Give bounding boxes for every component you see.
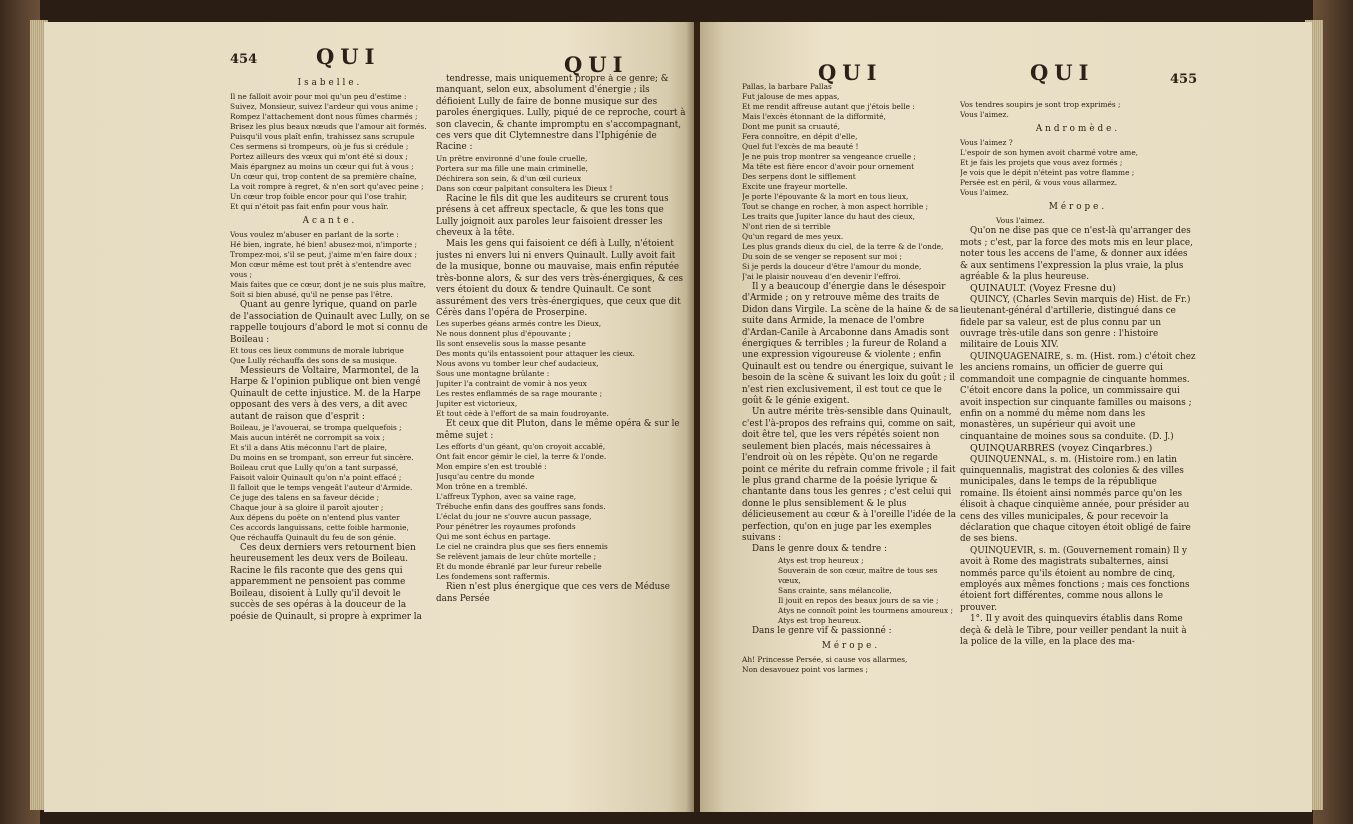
verse-line: Vous l'aimez ? xyxy=(960,138,1013,148)
verse-line: Sous une montagne brûlante : xyxy=(436,369,550,379)
verse-line: Mon empire s'en est troublé : xyxy=(436,462,547,472)
verse-line: Qui me sont échus en partage. xyxy=(436,532,551,542)
verse-line: Et du monde ébranlé par leur fureur rebelle xyxy=(436,562,602,572)
verse-line: Trompez-moi, s'il se peut, j'aime m'en faire doux ; xyxy=(230,250,417,260)
speaker-name: Acante. xyxy=(302,216,358,227)
verse-line: Non desavouez point vos larmes ; xyxy=(742,665,869,675)
verse-line: Hé bien, ingrate, hé bien! abusez-moi, n'importe ; xyxy=(230,240,417,250)
verse-block xyxy=(960,138,1196,198)
running-header-continued: QUI xyxy=(1030,60,1095,85)
verse-line: Vous l'aimez. xyxy=(960,110,1009,119)
verse-block xyxy=(436,154,688,194)
verse-line: Et tout cède à l'effort de sa main foudroyante. xyxy=(436,409,609,419)
verse-block xyxy=(230,423,430,543)
verse-line: Aux dépens du poëte on n'entend plus vanter xyxy=(230,513,400,523)
verse-line: Atys est trop heureux. xyxy=(778,615,862,625)
verse-line: Le ciel ne craindra plus que ses fiers ennemis xyxy=(436,542,608,552)
paragraph: Quant au genre lyrique, quand on parle de l'association de Quinault avec Lully, on se rappelle toujours d'abord le mot si connu de Boileau : xyxy=(230,300,430,345)
verse-block xyxy=(960,216,1196,226)
verse-line: Portez ailleurs des vœux qui m'ont été si doux ; xyxy=(230,152,408,162)
verse-line: Vos tendres soupirs je sont trop exprimés ; xyxy=(960,100,1121,109)
verse-line: Ah! Princesse Persée, si cause vos allarmes, xyxy=(742,655,908,665)
verse-line: Les efforts d'un géant, qu'on croyoit accablé, xyxy=(436,442,606,452)
verse-line: Des serpens dont le sifflement xyxy=(742,172,856,181)
verse-line: Jupiter l'a contraint de vomir à nos yeux xyxy=(436,379,587,389)
verse-line: Mais aucun intérêt ne corrompit sa voix ; xyxy=(230,433,385,443)
verse-line: Ces sermens si trompeurs, où je fus si crédule ; xyxy=(230,142,409,152)
verse-block xyxy=(436,319,688,419)
verse-line: Qu'un regard de mes yeux. xyxy=(742,232,844,241)
dictionary-entry: QUINAULT. (Voyez Fresne du) xyxy=(970,283,1116,295)
verse-line: Portera sur ma fille une main criminelle, xyxy=(436,163,588,173)
speaker-name: Andromède. xyxy=(1035,124,1121,134)
left-page-column-2 xyxy=(436,74,688,794)
verse-line: Les plus grands dieux du ciel, de la terre & de l'onde, xyxy=(742,242,944,251)
verse-line: Les fondemens sont raffermis. xyxy=(436,572,550,582)
paragraph: Ces deux derniers vers retournent bien heureusement les deux vers de Boileau. Racine le fils raconte que des gens qui apparemment ne pensoient pas comme Boileau, disoient à Lully qu'il devoit le succès de ses opéras à la douceur de la poésie de Quinault, si propre à exprimer la xyxy=(230,543,422,622)
verse-line: Jusqu'au centre du monde xyxy=(436,472,535,482)
verse-line: Chaque jour à sa gloire il paroît ajouter ; xyxy=(230,503,384,513)
verse-line: Il jouit en repos des beaux jours de sa vie ; xyxy=(778,595,939,605)
verse-line: Ont fait encor gémir le ciel, la terre & l'onde. xyxy=(436,452,607,462)
verse-line: Il ne falloit avoir pour moi qu'un peu d'estime : xyxy=(230,92,407,102)
verse-line: Trébuche enfin dans des gouffres sans fonds. xyxy=(436,502,606,512)
verse-line: La voit rompre à regret, & n'en sort qu'avec peine ; xyxy=(230,182,424,192)
verse-line: Des monts qu'ils entassoient pour attaquer les cieux. xyxy=(436,349,635,359)
page-number: 454 xyxy=(230,52,258,67)
verse-line: Rompez l'attachement dont nous fûmes charmés ; xyxy=(230,112,418,122)
verse-line: Je ne puis trop montrer sa vengeance cruelle ; xyxy=(742,152,916,161)
verse-block xyxy=(436,442,688,582)
verse-block xyxy=(742,556,960,626)
speaker-name: Mérope. xyxy=(821,641,881,652)
speaker-name: Isabelle. xyxy=(297,78,363,88)
paragraph: Mais les gens qui faisoient ce défi à Lully, n'étoient justes ni envers lui ni envers Quinault. Lully avoit fait de la musique, bonne ou mauvaise, mais enfin réputée très-bonne alors, & sur des vers très-énergiques, & ces vers étoient du doux & tendre Quinault. Ce sont assurément des vers très-énergiques, que ceux que dit Cérès dans l'opéra de Proserpine. xyxy=(436,239,684,318)
verse-line: Dans son cœur palpitant consultera les Dieux ! xyxy=(436,183,613,193)
verse-block xyxy=(742,655,960,675)
verse-line: Jupiter est victorieux, xyxy=(436,399,518,409)
verse-line: Ils sont ensevelis sous la masse pesante xyxy=(436,339,586,349)
right-page xyxy=(700,22,1312,812)
verse-line: Un cœur qui, trop content de sa première chaîne, xyxy=(230,172,417,182)
verse-line: Faisoit valoir Quinault qu'on n'a point effacé ; xyxy=(230,473,402,483)
verse-block xyxy=(960,100,1196,120)
verse-line: Boileau, je l'avouerai, se trompa quelquefois ; xyxy=(230,423,402,433)
verse-line: Se relèvent jamais de leur chûte mortelle ; xyxy=(436,552,597,562)
verse-line: Mais l'excès étonnant de la difformité, xyxy=(742,112,886,121)
paragraph: Dans le genre doux & tendre : xyxy=(752,544,887,555)
verse-line: Il falloit que le temps vengeât l'auteur d'Armide. xyxy=(230,483,413,493)
paragraph: Un autre mérite très-sensible dans Quinault, c'est l'à-propos des refrains qui, comme on sait, doit être tel, que les vers répétés soient non seulement bien placés, mais nécessaires à l'endroit où on les répète. Qu'on ne regarde point ce mérite du refrain comme frivole ; il fait le plus grand charme de la poésie lyrique & chantante dans tous les genres ; c'est celui qui donne le plus sensiblement & le plus délicieusement au cœur & à l'oreille l'idée de la perfection, qu'on en juge par les exemples suivans : xyxy=(742,407,956,543)
verse-line: Un cœur trop foible encor pour qui l'ose trahir, xyxy=(230,192,407,202)
verse-line: Vous l'aimez. xyxy=(996,216,1045,226)
verse-line: Les traits que Jupiter lance du haut des cieux, xyxy=(742,212,915,221)
verse-line: Et je fais les projets que vous avez formés ; xyxy=(960,158,1123,168)
verse-line: Je porte l'épouvante & la mort en tous lieux, xyxy=(742,192,909,201)
dictionary-entry: QUINQUARBRES (voyez Cinqarbres.) xyxy=(970,443,1153,455)
verse-line: Et qui n'étoit pas fait enfin pour vous haïr. xyxy=(230,202,389,212)
verse-line: Du soin de se venger se reposent sur moi ; xyxy=(742,252,902,261)
verse-line: Ne nous donnent plus d'épouvante ; xyxy=(436,329,572,339)
verse-line: L'affreux Typhon, avec sa vaine rage, xyxy=(436,492,577,502)
paragraph: tendresse, mais uniquement propre à ce genre; & manquant, selon eux, absolument d'énergie ; ils défioient Lully de faire de bonne musique sur des paroles énergiques. Lully, piqué de ce reproche, court à son clavecin, & chante impromptu en s'accompagnant, ces vers que dit Clytemnestre dans l'Iphigénie de Racine : xyxy=(436,74,686,153)
right-page-column-2 xyxy=(960,100,1196,800)
verse-line: Quel fut l'excès de ma beauté ! xyxy=(742,142,859,151)
verse-line: Pour pénétrer les royaumes profonds xyxy=(436,522,576,532)
verse-line: Ma tête est fière encor d'avoir pour ornement xyxy=(742,162,915,171)
dictionary-entry: QUINQUENNAL, s. m. (Histoire rom.) en latin quinquennalis, magistrat des colonies & des villes municipales, dans le temps de la république romaine. Ils étoient ainsi nommés parce qu'on les élisoit à chaque cinquième année, pour présider au cens des villes municipales, & pour recevoir la déclaration que chaque citoyen étoit obligé de faire de ses biens. xyxy=(960,454,1191,545)
verse-line: Atys ne connoît point les tourmens amoureux ; xyxy=(778,605,954,615)
verse-line: Fera connoître, en dépit d'elle, xyxy=(742,132,858,141)
running-header: QUI xyxy=(818,60,883,85)
running-header-continued: QUI xyxy=(564,52,629,77)
paragraph: Il y a beaucoup d'énergie dans le désespoir d'Armide ; on y retrouve même des traits de Didon dans Virgile. La scène de la haine & de sa suite dans Armide, la menace de l'ombre d'Ardan-Canile à Arcabonne dans Amadis sont énergiques & terribles ; la fureur de Roland a une expression vigoureuse & violente ; enfin Quinault est ou tendre ou énergique, suivant le besoin de la scène & suivant les loix du goût ; il n'est rien exclusivement, il est tout ce que le goût & le génie exigent. xyxy=(742,282,959,407)
paragraph: Rien n'est plus énergique que ces vers de Méduse dans Persée xyxy=(436,582,670,604)
left-page-column-1 xyxy=(230,74,430,794)
verse-line: Mon trône en a tremblé. xyxy=(436,482,528,492)
verse-line: Tout se change en rocher, à mon aspect horrible ; xyxy=(742,202,929,211)
verse-line: Mon cœur même est tout prêt à s'entendre avec vous ; xyxy=(230,260,412,280)
verse-line: Suivez, Monsieur, suivez l'ardeur qui vous anime ; xyxy=(230,102,419,112)
verse-line: Que réchauffa Quinault du feu de son génie. xyxy=(230,533,397,543)
verse-line: Je vois que le dépit n'éteint pas votre flamme ; xyxy=(960,168,1135,178)
verse-line: Vous voulez m'abuser en parlant de la sorte : xyxy=(230,230,399,240)
paragraph: Qu'on ne dise pas que ce n'est-là qu'arranger des mots ; c'est, par la force des mots mis en leur place, noter tous les accens de l'ame, & donner aux idées & aux sentimens l'expression la plus vraie, la plus agréable & la plus heureuse. xyxy=(960,226,1193,283)
verse-line: Et me rendit affreuse autant que j'étois belle : xyxy=(742,102,915,111)
verse-line: Brisez les plus beaux nœuds que l'amour ait formés. xyxy=(230,122,427,132)
running-header: QUI xyxy=(316,44,381,69)
verse-line: Atys est trop heureux ; xyxy=(778,555,864,565)
verse-block xyxy=(742,82,960,282)
verse-line: Fut jalouse de mes appas, xyxy=(742,92,840,101)
verse-line: Les restes enflammés de sa rage mourante ; xyxy=(436,389,603,399)
verse-block xyxy=(230,346,430,366)
right-page-column-1 xyxy=(742,82,960,802)
verse-line: Persée est en péril, & vous vous allarmez. xyxy=(960,178,1118,188)
verse-line: Souverain de son cœur, maître de tous ses vœux, xyxy=(778,565,938,585)
verse-line: Nous avons vu tomber leur chef audacieux, xyxy=(436,359,599,369)
paragraph: Dans le genre vif & passionné : xyxy=(752,625,892,636)
verse-line: Si je perds la douceur d'être l'amour du monde, xyxy=(742,262,922,271)
verse-line: Sans crainte, sans mélancolie, xyxy=(778,585,892,595)
verse-line: Et s'il a dans Atis méconnu l'art de plaire, xyxy=(230,443,387,453)
verse-line: Puisqu'il vous plaît enfin, trahissez sans scrupule xyxy=(230,132,415,142)
verse-line: Que Lully réchauffa des sons de sa musique. xyxy=(230,356,397,366)
verse-line: N'ont rien de si terrible xyxy=(742,222,831,231)
verse-line: L'espoir de son hymen avoit charmé votre ame, xyxy=(960,148,1139,158)
verse-line: Boileau crut que Lully qu'on a tant surpassé, xyxy=(230,463,399,473)
verse-line: Soit si bien abusé, qu'il ne pense pas l'être. xyxy=(230,290,393,300)
verse-line: Pallas, la barbare Pallas xyxy=(742,82,832,91)
verse-line: Les superbes géans armés contre les Dieux, xyxy=(436,319,602,329)
verse-block xyxy=(230,92,430,212)
verse-line: Un prêtre environné d'une foule cruelle, xyxy=(436,153,588,163)
verse-line: Ce juge des talens en sa faveur décide ; xyxy=(230,493,380,503)
dictionary-entry: QUINQUEVIR, s. m. (Gouvernement romain) Il y avoit à Rome des magistrats subalternes, ainsi nommés parce qu'ils étoient au nombre de cinq, employés aux mêmes fonctions ; mais ces fonctions étoient fort différentes, comme nous allons le prouver. xyxy=(960,545,1190,613)
paragraph: Racine le fils dit que les auditeurs se crurent tous présens à cet affreux spectacle, & que les tons que Lully joignoit aux paroles leur faisoient dresser les cheveux à la tête. xyxy=(436,193,669,239)
dictionary-entry: QUINQUAGENAIRE, s. m. (Hist. rom.) c'étoit chez les anciens romains, un officier de guerre qui commandoit une compagnie de cinquante hommes. C'étoit encore dans la police, un commissaire qui avoit inspection sur cinquante familles ou maisons ; enfin on a nommé du même nom dans les monastères, un supérieur qui avoit une cinquantaine de moines sous sa conduite. (D. J.) xyxy=(960,351,1196,442)
paragraph: Et ceux que dit Pluton, dans le même opéra & sur le même sujet : xyxy=(436,419,680,441)
left-page xyxy=(44,22,694,812)
verse-block xyxy=(230,230,430,300)
verse-line: Mais faites que ce cœur, dont je ne suis plus maître, xyxy=(230,280,426,290)
paragraph: Messieurs de Voltaire, Marmontel, de la Harpe & l'opinion publique ont bien vengé Quinault de cette injustice. M. de la Harpe opposant des vers à des vers, a dit avec autant de raison que d'esprit : xyxy=(230,366,421,422)
verse-line: Déchirera son sein, & d'un œil curieux xyxy=(436,173,582,183)
verse-line: Dont me punit sa cruauté, xyxy=(742,122,840,131)
verse-line: Du moins en se trompant, son erreur fut sincère. xyxy=(230,453,414,463)
dictionary-entry: QUINCY, (Charles Sevin marquis de) Hist. de Fr.) lieutenant-général d'artillerie, distingué dans ce fidele par sa valeur, est de plus connu par un ouvrage très-utile dans son genre : l'histoire militaire de Louis XIV. xyxy=(960,294,1191,351)
page-number: 455 xyxy=(1170,72,1198,87)
verse-line: J'ai le plaisir nouveau d'en devenir l'effroi. xyxy=(742,272,901,281)
verse-line: Mais épargnez au moins un cœur qui fut à vous ; xyxy=(230,162,414,172)
verse-line: Et tous ces lieux communs de morale lubrique xyxy=(230,346,404,356)
dictionary-entry: 1°. Il y avoit des quinquevirs établis dans Rome deçà & delà le Tibre, pour veiller pendant la nuit à la police de la ville, en la place des ma- xyxy=(960,614,1187,648)
speaker-name: Mérope. xyxy=(1048,202,1108,213)
verse-line: Excite une frayeur mortelle. xyxy=(742,182,848,191)
verse-line: Ces accords languissans, cette foible harmonie, xyxy=(230,523,409,533)
verse-line: Vous l'aimez. xyxy=(960,188,1009,198)
verse-line: L'éclat du jour ne s'ouvre aucun passage, xyxy=(436,512,592,522)
